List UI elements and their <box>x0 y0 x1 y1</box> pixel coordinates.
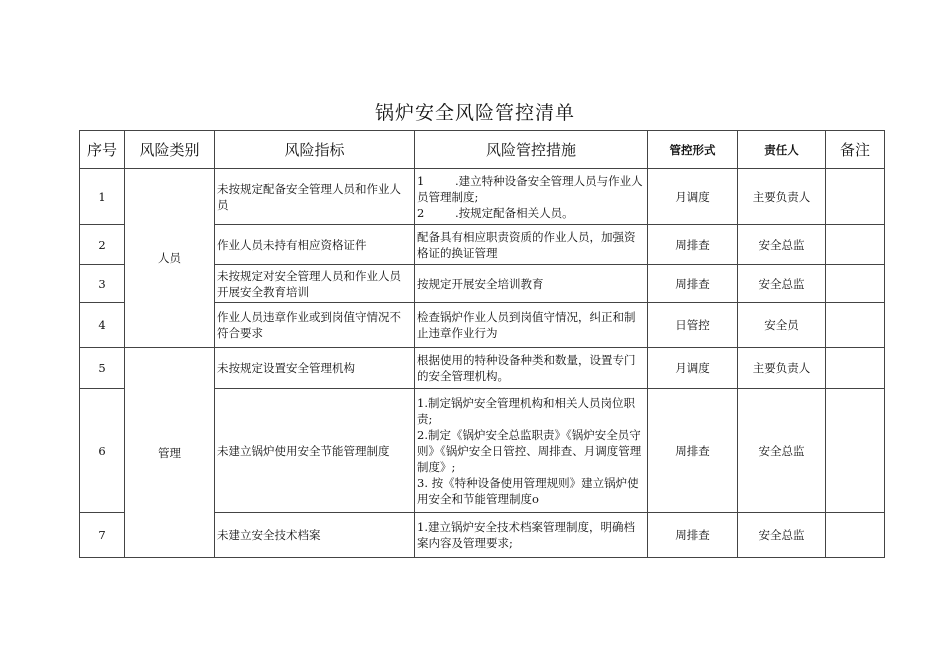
header-indicator: 风险指标 <box>215 131 415 169</box>
header-owner: 责任人 <box>738 131 826 169</box>
measure-line: 2.制定《锅炉安全总监职责》《锅炉安全员守则》《锅炉安全日管控、周排查、月调度管理制度》; <box>417 427 642 474</box>
row-seq: 7 <box>80 513 125 558</box>
category-personnel: 人员 <box>125 169 215 348</box>
row-measures: 检查锅炉作业人员到岗值守情况，纠正和制止违章作业行为 <box>415 303 648 348</box>
row-remark <box>826 265 885 303</box>
category-management: 管理 <box>125 348 215 558</box>
row-remark <box>826 389 885 513</box>
header-seq: 序号 <box>80 131 125 169</box>
row-measures: 根据使用的特种设备种类和数量，设置专门的安全管理机构。 <box>415 348 648 389</box>
row-remark <box>826 513 885 558</box>
row-seq: 5 <box>80 348 125 389</box>
row-form: 月调度 <box>648 348 738 389</box>
row-indicator: 作业人员未持有相应资格证件 <box>215 225 415 265</box>
row-measures: 按规定开展安全培训教育 <box>415 265 648 303</box>
row-indicator: 作业人员违章作业或到岗值守情况不符合要求 <box>215 303 415 348</box>
row-form: 周排查 <box>648 225 738 265</box>
header-measures: 风险管控措施 <box>415 131 648 169</box>
measure-line: 3. 按《特种设备使用管理规则》建立锅炉使用安全和节能管理制度o <box>417 475 639 506</box>
row-form: 日管控 <box>648 303 738 348</box>
row-seq: 2 <box>80 225 125 265</box>
row-owner: 安全总监 <box>738 265 826 303</box>
header-form: 管控形式 <box>648 131 738 169</box>
measure-line: 1 .建立特种设备安全管理人员与作业人员管理制度; <box>417 173 643 204</box>
row-indicator: 未按规定设置安全管理机构 <box>215 348 415 389</box>
row-seq: 6 <box>80 389 125 513</box>
table-row <box>80 169 885 225</box>
row-remark <box>826 348 885 389</box>
page-title: 锅炉安全风险管控清单 <box>374 102 575 124</box>
risk-control-table <box>79 130 885 558</box>
header-remark: 备注 <box>826 131 885 169</box>
row-owner: 主要负责人 <box>738 348 826 389</box>
table-header-row <box>80 131 885 169</box>
row-form: 月调度 <box>648 169 738 225</box>
row-indicator: 未按规定对安全管理人员和作业人员开展安全教育培训 <box>215 265 415 303</box>
row-indicator: 未按规定配备安全管理人员和作业人员 <box>215 169 415 225</box>
row-form: 周排查 <box>648 513 738 558</box>
row-owner: 安全总监 <box>738 389 826 513</box>
row-indicator: 未建立安全技术档案 <box>215 513 415 558</box>
table-row <box>80 348 885 389</box>
row-form: 周排查 <box>648 265 738 303</box>
header-category: 风险类别 <box>125 131 215 169</box>
row-remark <box>826 303 885 348</box>
row-owner: 主要负责人 <box>738 169 826 225</box>
row-indicator: 未建立锅炉使用安全节能管理制度 <box>215 389 415 513</box>
measure-line: 2 .按规定配备相关人员。 <box>417 205 574 220</box>
row-owner: 安全员 <box>738 303 826 348</box>
row-measures <box>415 169 648 225</box>
row-measures: 配备具有相应职责资质的作业人员，加强资格证的换证管理 <box>415 225 648 265</box>
row-seq: 3 <box>80 265 125 303</box>
row-remark <box>826 225 885 265</box>
row-measures: 1.建立锅炉安全技术档案管理制度，明确档案内容及管理要求; <box>415 513 648 558</box>
measure-line: 1.制定锅炉安全管理机构和相关人员岗位职责; <box>417 395 635 426</box>
row-owner: 安全总监 <box>738 513 826 558</box>
row-remark <box>826 169 885 225</box>
row-form: 周排查 <box>648 389 738 513</box>
row-owner: 安全总监 <box>738 225 826 265</box>
row-seq: 4 <box>80 303 125 348</box>
row-seq: 1 <box>80 169 125 225</box>
row-measures <box>415 389 648 513</box>
